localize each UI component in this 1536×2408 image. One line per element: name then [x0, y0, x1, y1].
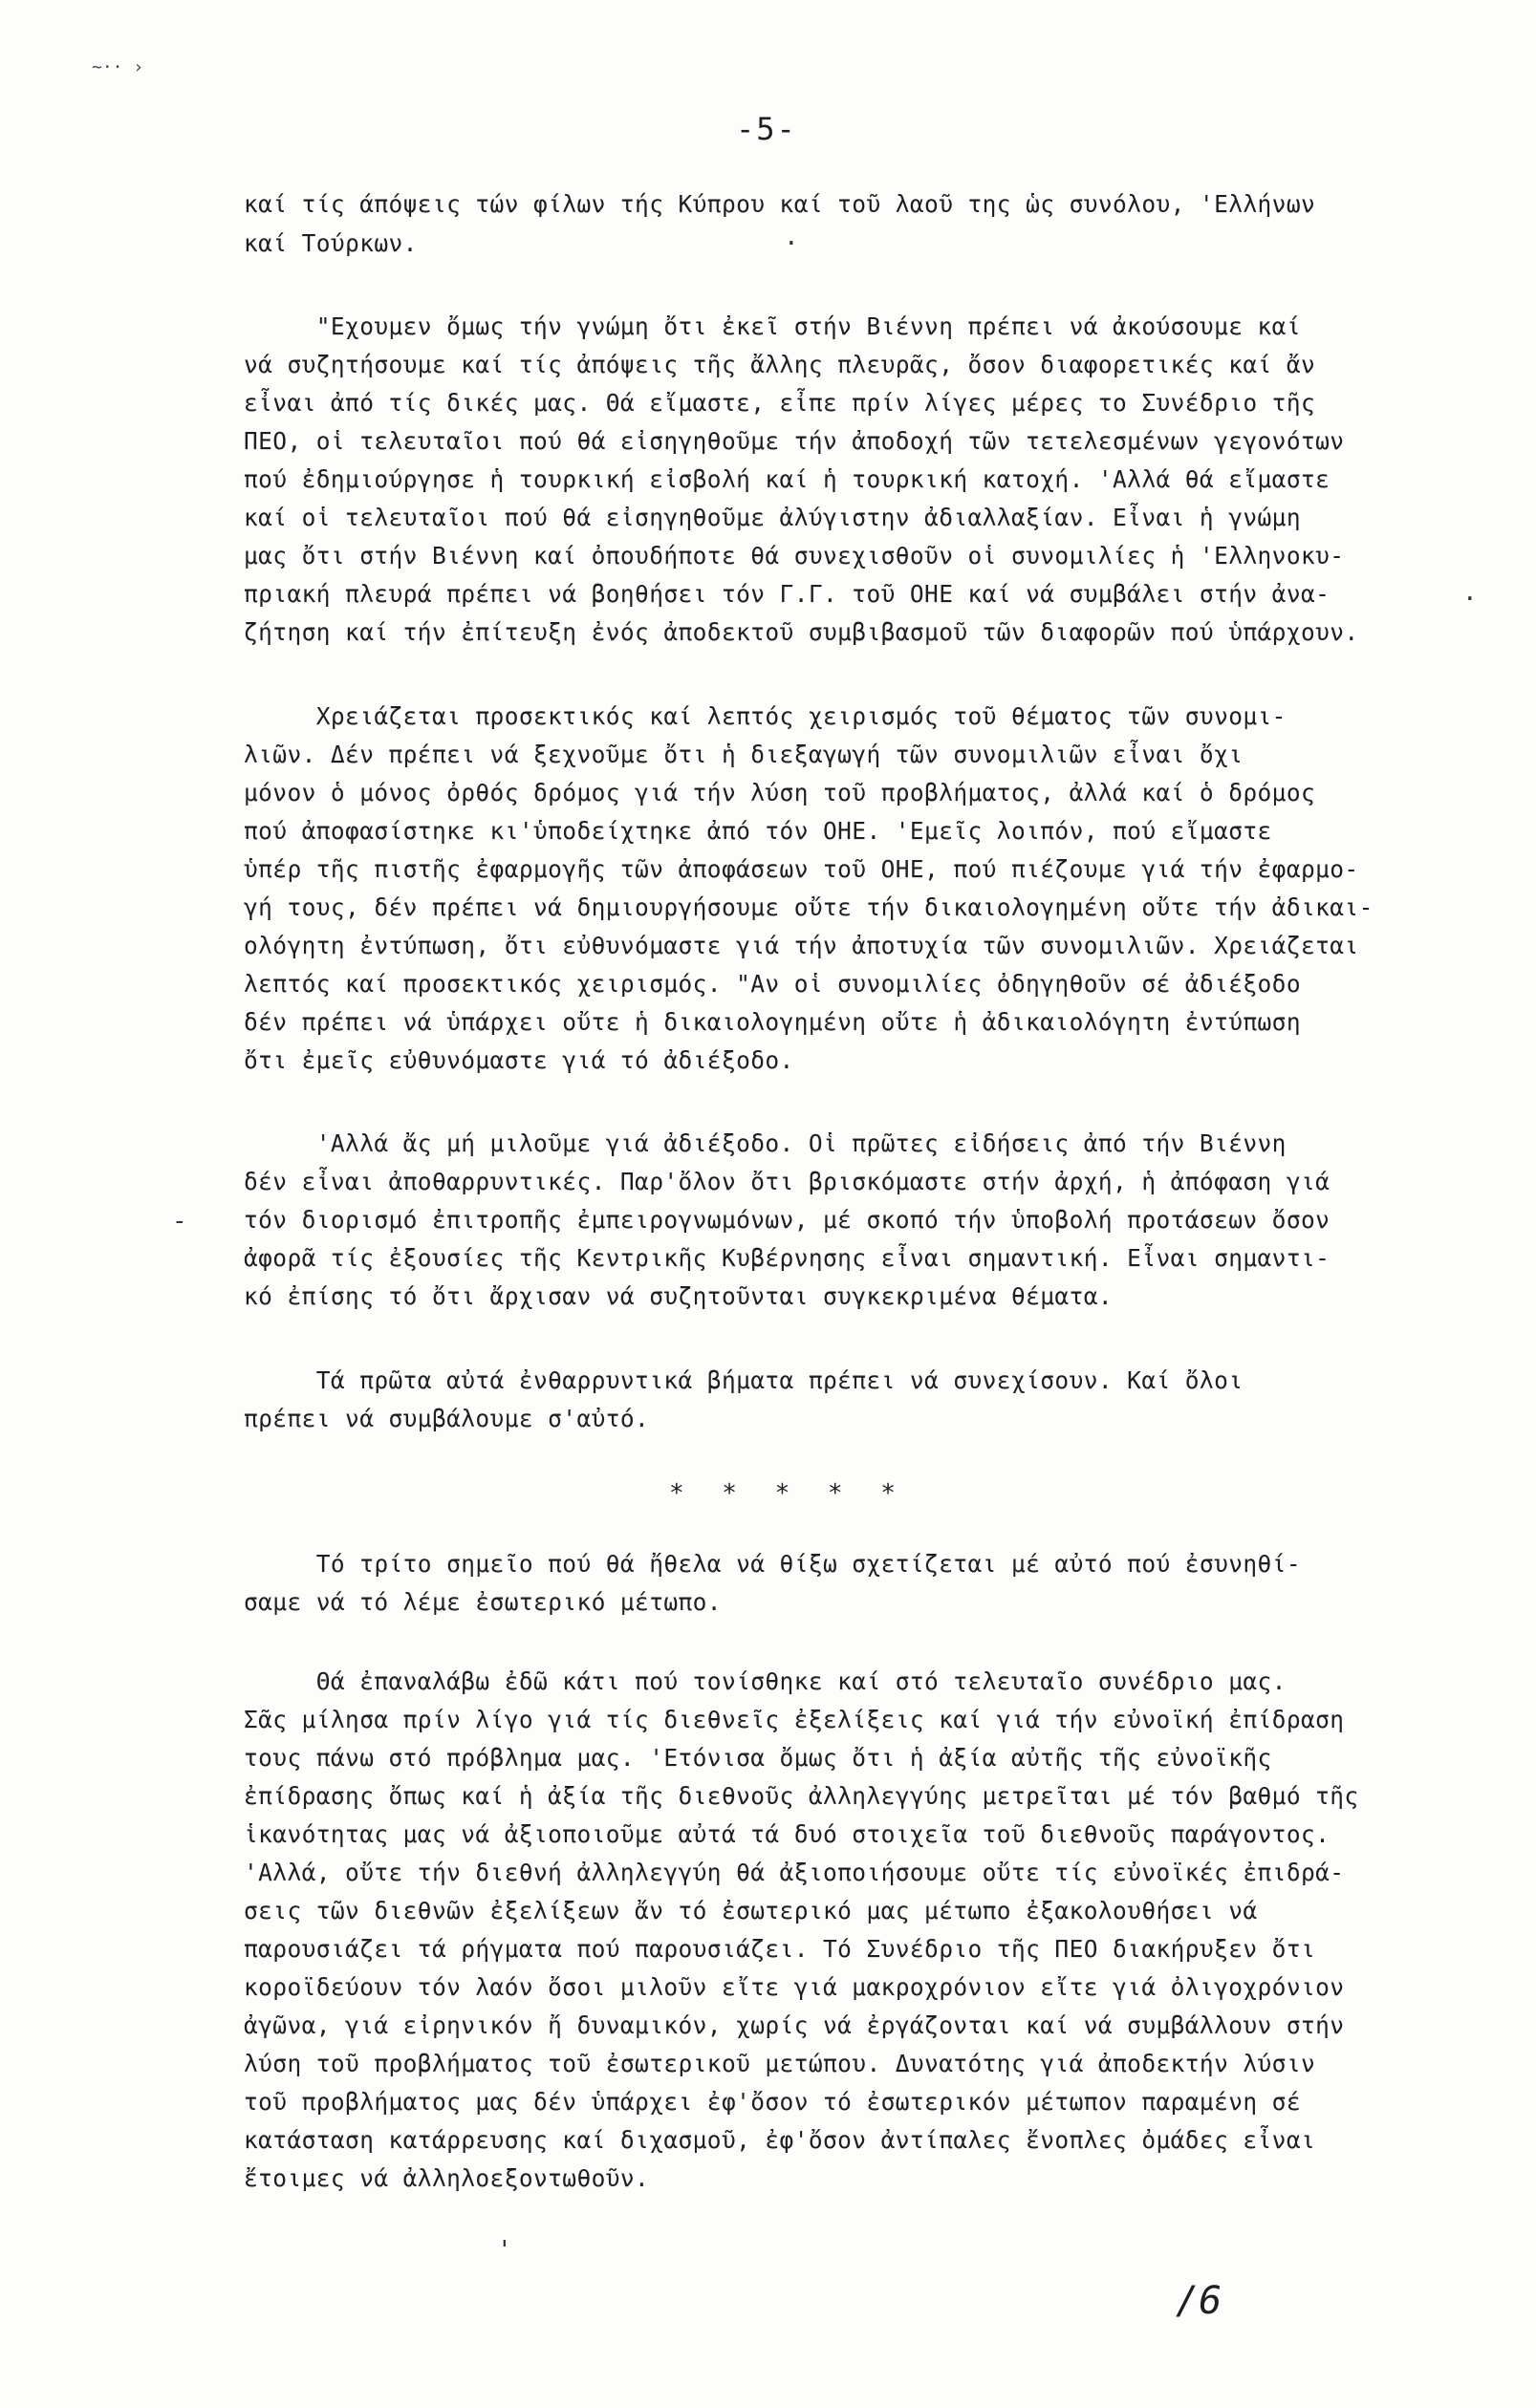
text-line: παρουσιάζει τά ρήγματα πού παρουσιάζει. Τό Συνέδριο τῆς ΠΕΟ διακήρυξεν ὄτι: [244, 1935, 1316, 1963]
text-line: κατάσταση κατάρρευσης καί διχασμοῦ, ἐφ'ὄσον ἀντίπαλες ἔνοπλες ὀμάδες εἶναι: [244, 2126, 1316, 2154]
text-line: ἔτοιμες νά ἀλληλοεξοντωθοῦν.: [244, 2164, 650, 2192]
margin-mark: -: [172, 1207, 187, 1236]
margin-mark: ': [497, 2236, 512, 2265]
text-line: κό ἐπίσης τό ὄτι ἄρχισαν νά συζητοῦνται συγκεκριμένα θέματα.: [244, 1282, 1114, 1310]
text-line: τοῦ προβλήματος μας δέν ὑπάρχει ἐφ'ὄσον τό ἐσωτερικόν μέτωπον παραμένη σέ: [244, 2088, 1301, 2116]
text-line: ΠΕΟ, οἱ τελευταῖοι πού θά εἰσηγηθοῦμε τήν ἀποδοχή τῶν τετελεσμένων γεγονότων: [244, 427, 1345, 455]
text-line: ἐπίδρασης ὄπως καί ἡ ἀξία τῆς διεθνοῦς ἀλληλεγγύης μετρεῖται μέ τόν βαθμό τῆς: [244, 1782, 1359, 1810]
text-line: μας ὄτι στήν Βιέννη καί ὀπουδήποτε θά συνεχισθοῦν οἱ συνομιλίες ἡ 'Ελληνοκυ-: [244, 542, 1345, 570]
text-line: Χρειάζεται προσεκτικός καί λεπτός χειρισμός τοῦ θέματος τῶν συνομι-: [244, 702, 1287, 730]
margin-mark: ·: [1462, 585, 1478, 613]
text-line: Σᾶς μίλησα πρίν λίγο γιά τίς διεθνεῖς ἐξελίξεις καί γιά τήν εὐνοϊκή ἐπίδραση: [244, 1706, 1345, 1733]
text-line: σαμε νά τό λέμε ἐσωτερικό μέτωπο.: [244, 1588, 722, 1616]
text-line: "Εχουμεν ὄμως τήν γνώμη ὄτι ἐκεῖ στήν Βιέννη πρέπει νά ἀκούσουμε καί: [244, 312, 1301, 340]
text-line: λιῶν. Δέν πρέπει νά ξεχνοῦμε ὄτι ἡ διεξαγωγή τῶν συνομιλιῶν εἶναι ὄχι: [244, 741, 1244, 768]
text-line: σεις τῶν διεθνῶν ἐξελίξεων ἄν τό ἐσωτερικό μας μέτωπο ἐξακολουθήσει νά: [244, 1897, 1258, 1924]
text-line: κοροϊδεύουν τόν λαόν ὄσοι μιλοῦν εἴτε γιά μακροχρόνιον εἴτε γιά ὀλιγοχρόνιον: [244, 1973, 1345, 2001]
section-separator: * * * * *: [669, 1479, 907, 1508]
text-line: πού ἀποφασίστηκε κι'ὑποδείχτηκε ἀπό τόν ΟΗΕ. 'Εμεῖς λοιπόν, πού εἴμαστε: [244, 817, 1272, 845]
text-line: μόνον ὁ μόνος ὀρθός δρόμος γιά τήν λύση τοῦ προβλήματος, ἀλλά καί ὁ δρόμος: [244, 779, 1316, 806]
text-line: πρέπει νά συμβάλουμε σ'αὐτό.: [244, 1405, 650, 1432]
text-line: ζήτηση καί τήν ἐπίτευξη ἐνός ἀποδεκτοῦ συμβιβασμοῦ τῶν διαφορῶν πού ὑπάρχουν.: [244, 618, 1359, 646]
text-line: ὄτι ἐμεῖς εὐθυνόμαστε γιά τό ἀδιέξοδο.: [244, 1046, 794, 1074]
text-line: καί οἱ τελευταῖοι πού θά εἰσηγηθοῦμε ἀλύγιστην ἀδιαλλαξίαν. Εἶναι ἡ γνώμη: [244, 504, 1301, 531]
margin-mark: ·: [784, 229, 799, 258]
text-line: πού ἐδημιούργησε ἡ τουρκική εἰσβολή καί ἡ τουρκική κατοχή. 'Αλλά θά εἴμαστε: [244, 465, 1330, 493]
text-line: νά συζητήσουμε καί τίς ἀπόψεις τῆς ἄλλης πλευρᾶς, ὄσον διαφορετικές καί ἄν: [244, 351, 1316, 378]
text-line: λεπτός καί προσεκτικός χειρισμός. "Αν οἱ συνομιλίες ὀδηγηθοῦν σέ ἀδιέξοδο: [244, 970, 1301, 998]
text-line: Τό τρίτο σημεῖο πού θά ἤθελα νά θίξω σχετίζεται μέ αὐτό πού ἐσυνηθί-: [244, 1550, 1301, 1578]
text-line: καί Τούρκων.: [244, 229, 418, 257]
text-line: Θά ἐπαναλάβω ἐδῶ κάτι πού τονίσθηκε καί στό τελευταῖο συνέδριο μας.: [244, 1667, 1287, 1695]
text-line: εἶναι ἀπό τίς δικές μας. Θά εἴμαστε, εἶπε πρίν λίγες μέρες το Συνέδριο τῆς: [244, 389, 1316, 417]
text-line: ὑπέρ τῆς πιστῆς ἐφαρμογῆς τῶν ἀποφάσεων τοῦ ΟΗΕ, πού πιέζουμε γιά τήν ἐφαρμο-: [244, 855, 1359, 883]
text-line: γή τους, δέν πρέπει νά δημιουργήσουμε οὔτε τήν δικαιολογημένη οὔτε τήν ἀδικαι-: [244, 893, 1374, 921]
text-line: τους πάνω στό πρόβλημα μας. 'Ετόνισα ὄμως ὄτι ἡ ἀξία αὐτῆς τῆς εὐνοϊκῆς: [244, 1744, 1272, 1772]
text-line: καί τίς άπόψεις τών φίλων τής Κύπρου καί τοῦ λαοῦ της ὡς συνόλου, 'Ελλήνων: [244, 190, 1316, 218]
page-number: -5-: [736, 111, 797, 147]
text-line: πριακή πλευρά πρέπει νά βοηθήσει τόν Γ.Γ. τοῦ ΟΗΕ καί νά συμβάλει στήν ἀνα-: [244, 580, 1330, 608]
text-line: δέν εἶναι ἀποθαρρυντικές. Παρ'ὄλον ὄτι βρισκόμαστε στήν ἀρχή, ἡ ἀπόφαση γιά: [244, 1168, 1330, 1195]
text-line: ολόγητη ἐντύπωση, ὄτι εὐθυνόμαστε γιά τήν ἀποτυχία τῶν συνομιλιῶν. Χρειάζεται: [244, 932, 1359, 959]
text-line: 'Αλλά, οὔτε τήν διεθνή ἀλληλεγγύη θά ἀξιοποιήσουμε οὔτε τίς εὐνοϊκές ἐπιδρά-: [244, 1859, 1345, 1886]
text-line: ἀγῶνα, γιά εἰρηνικόν ἤ δυναμικόν, χωρίς νά ἐργάζονται καί νά συμβάλλουν στήν: [244, 2011, 1345, 2039]
text-line: δέν πρέπει νά ὑπάρχει οὔτε ἡ δικαιολογημένη οὔτε ἡ ἀδικαιολόγητη ἐντύπωση: [244, 1008, 1301, 1036]
text-line: Τά πρῶτα αὐτά ἐνθαρρυντικά βήματα πρέπει νά συνεχίσουν. Καί ὄλοι: [244, 1366, 1244, 1394]
text-line: ἱκανότητας μας νά ἀξιοποιοῦμε αὐτά τά δυό στοιχεῖα τοῦ διεθνοῦς παράγοντος.: [244, 1820, 1330, 1848]
text-line: λύση τοῦ προβλήματος τοῦ ἐσωτερικοῦ μετώπου. Δυνατότης γιά ἀποδεκτήν λύσιν: [244, 2050, 1316, 2077]
text-line: τόν διορισμό ἐπιτροπῆς ἐμπειρογνωμόνων, μέ σκοπό τήν ὑποβολή προτάσεων ὄσον: [244, 1206, 1330, 1234]
stray-mark: ~·· ›: [92, 57, 144, 77]
continuation-mark: /6: [1176, 2279, 1222, 2323]
text-line: 'Αλλά ἄς μή μιλοῦμε γιά ἀδιέξοδο. Οἱ πρῶτες εἰδήσεις ἀπό τήν Βιέννη: [244, 1129, 1287, 1157]
text-line: ἀφορᾶ τίς ἐξουσίες τῆς Κεντρικῆς Κυβέρνησης εἶναι σημαντική. Εἶναι σημαντι-: [244, 1244, 1330, 1272]
